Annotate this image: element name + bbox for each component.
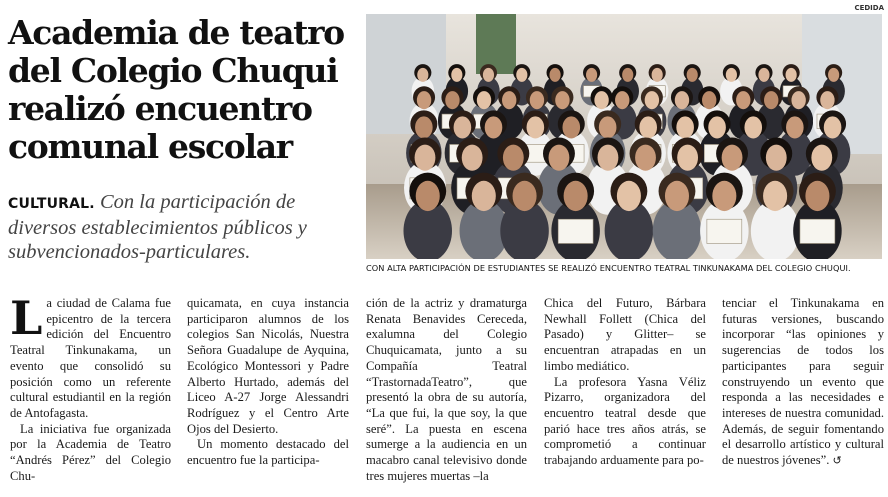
paragraph — [10, 291, 171, 422]
kicker: CULTURAL. — [8, 196, 95, 212]
article-column-3 — [366, 296, 527, 484]
deck-text: Con la participación de diversos establecimientos públicos y subvencionados-particulares. — [8, 191, 307, 263]
paragraph: La profesora Yasna Véliz Pizarro, organizadora del encuentro teatral desde que parió hace tres años atrás, se comprometió a continuar trabajando arduamente para po- — [544, 374, 706, 468]
photo-illustration — [366, 14, 882, 259]
paragraph: ción de la actriz y dramaturga Renata Benavides Cereceda, exalumna del Colegio Chuquicamata, junto a su Compañía Teatral “TrastornadaTeatro”, que presentó la obra de su autoría, “La que fui, la que soy, la que seré”. La puesta en escena sumerge a la audiencia en un macabro canal televisivo donde tres mujeres muertas –la — [366, 296, 527, 483]
photo-credit: CEDIDA — [854, 4, 884, 12]
headline: Academia de teatro del Colegio Chuqui realizó encuentro comunal escolar — [8, 13, 344, 166]
paragraph: quicamata, en cuya instancia participaron alumnos de los colegios San Nicolás, Nuestra Señora Guadalupe de Ayquina, Ecológico Montessori y Padre Alberto Hurtado, además del Liceo A-27 Jorge Alessandri Rodríguez y el Centro Arte Ojos del Desierto. — [187, 296, 349, 436]
end-mark-icon: ↺ — [832, 454, 842, 468]
photo-caption: CON ALTA PARTICIPACIÓN DE ESTUDIANTES SE REALIZÓ ENCUENTRO TEATRAL TINKUNAKAMA DEL COLEGIO CHUQUI. — [366, 263, 851, 273]
paragraph — [722, 296, 884, 469]
group-photo — [366, 14, 882, 259]
article-column-1 — [10, 291, 171, 484]
paragraph: Chica del Futuro, Bárbara Newhall Follett (Chica del Pasado) y Glitter– se encuentran atrapadas en un limbo mediático. — [544, 296, 706, 373]
article-column-2 — [187, 296, 349, 469]
paragraph-text: tenciar el Tinkunakama en futuras versiones, buscando incorporar “las opiniones y sugerencias de todos los participantes para seguir construyendo un evento que responda a las necesidades e intereses de nuestra comunidad. Además, de seguir fomentando el desarrollo artístico y cultural de nuestros jóvenes”. — [722, 296, 884, 468]
drop-cap: L — [10, 291, 43, 345]
paragraph: La iniciativa fue organizada por la Academia de Teatro “Andrés Pérez” del Colegio Chu- — [10, 421, 171, 483]
paragraph: Un momento destacado del encuentro fue la participa- — [187, 437, 349, 468]
paragraph-text: a ciudad de Calama fue epicentro de la tercera edición del Encuentro Teatral Tinkunakama, un evento que consolidó su posición como un referente cultural estudiantil en la región de Antofagasta. — [10, 296, 171, 420]
article-column-5 — [722, 296, 884, 469]
deck — [8, 190, 356, 264]
article-column-4 — [544, 296, 706, 469]
